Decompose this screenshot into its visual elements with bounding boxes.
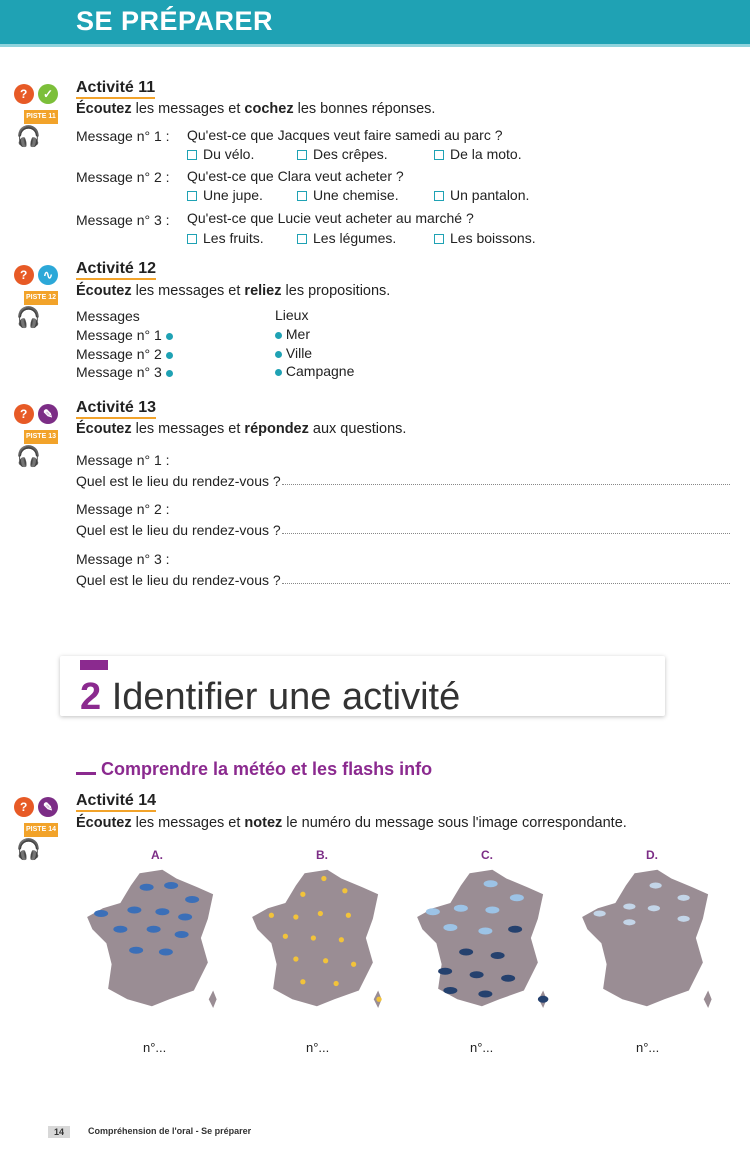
checkbox[interactable] [434, 150, 444, 160]
headphones-icon: 🎧 [16, 126, 41, 148]
connector-dot[interactable] [275, 332, 282, 339]
connector-dot[interactable] [166, 333, 173, 340]
header-band [0, 44, 750, 47]
question: Quel est le lieu du rendez-vous ? [76, 473, 281, 489]
headphones-icon: 🎧 [16, 839, 41, 861]
place-item[interactable]: Ville [275, 345, 312, 361]
option-checkbox[interactable]: Du vélo. [187, 146, 254, 162]
pencil-icon: ✎ [38, 404, 58, 424]
activity-11-icons [8, 82, 58, 154]
option-checkbox[interactable]: Une jupe. [187, 187, 263, 203]
option-checkbox[interactable]: Une chemise. [297, 187, 399, 203]
message-label: Message n° 3 : [76, 212, 170, 228]
place-item[interactable]: Mer [275, 326, 310, 342]
question: Qu'est-ce que Jacques veut faire samedi au parc ? [187, 127, 503, 143]
subtitle-dash [76, 772, 96, 775]
piste-label: PISTE 14 [24, 823, 58, 837]
ear-icon: ? [14, 84, 34, 104]
checkbox[interactable] [187, 234, 197, 244]
map-label: B. [316, 848, 328, 862]
activity-12-title: Activité 12 [76, 260, 156, 280]
message-item[interactable]: Message n° 2 [76, 346, 173, 362]
activity-13-instruction: Écoutez les messages et répondez aux questions. [76, 421, 407, 437]
answer-number[interactable]: n°... [143, 1040, 167, 1055]
connector-dot[interactable] [166, 352, 173, 359]
answer-number[interactable]: n°... [306, 1040, 330, 1055]
activity-13-title: Activité 13 [76, 399, 156, 419]
option-checkbox[interactable]: De la moto. [434, 146, 522, 162]
message-label: Message n° 2 : [76, 501, 170, 517]
connector-dot[interactable] [275, 351, 282, 358]
checkbox[interactable] [297, 150, 307, 160]
option-checkbox[interactable]: Les fruits. [187, 230, 264, 246]
map-label: A. [151, 848, 163, 862]
activity-11-instruction: Écoutez les messages et cochez les bonnes réponses. [76, 101, 436, 117]
places-header: Lieux [275, 307, 309, 323]
piste-label: PISTE 12 [24, 291, 58, 305]
activity-12-instruction: Écoutez les messages et reliez les propositions. [76, 283, 391, 299]
message-label: Message n° 1 : [76, 452, 170, 468]
pencil-icon: ✎ [38, 797, 58, 817]
answer-line[interactable] [282, 583, 730, 584]
activity-11-title: Activité 11 [76, 79, 155, 99]
message-label: Message n° 2 : [76, 169, 170, 185]
option-checkbox[interactable]: Un pantalon. [434, 187, 529, 203]
section-mark [80, 660, 108, 670]
activity-12-icons [8, 263, 58, 335]
question: Quel est le lieu du rendez-vous ? [76, 522, 281, 538]
map-label: C. [481, 848, 493, 862]
checkbox[interactable] [187, 191, 197, 201]
headphones-icon: 🎧 [16, 446, 41, 468]
answer-number[interactable]: n°... [636, 1040, 660, 1055]
place-item[interactable]: Campagne [275, 363, 354, 379]
section-title: 2 Identifier une activité [80, 676, 461, 718]
page-title: SE PRÉPARER [76, 6, 274, 36]
message-label: Message n° 3 : [76, 551, 170, 567]
ear-icon: ? [14, 265, 34, 285]
france-map-b [241, 868, 391, 1008]
check-icon: ✓ [38, 84, 58, 104]
checkbox[interactable] [297, 234, 307, 244]
ear-icon: ? [14, 404, 34, 424]
answer-line[interactable] [282, 533, 730, 534]
activity-14-title: Activité 14 [76, 792, 156, 812]
connector-dot[interactable] [275, 369, 282, 376]
question: Qu'est-ce que Lucie veut acheter au marché ? [187, 210, 474, 226]
piste-label: PISTE 11 [24, 110, 58, 124]
section-subtitle: Comprendre la météo et les flashs info [101, 759, 433, 779]
france-map-a [76, 868, 226, 1008]
message-item[interactable]: Message n° 3 [76, 364, 173, 380]
checkbox[interactable] [187, 150, 197, 160]
answer-number[interactable]: n°... [470, 1040, 494, 1055]
link-icon: ∿ [38, 265, 58, 285]
france-map-c [406, 868, 556, 1008]
checkbox[interactable] [434, 191, 444, 201]
option-checkbox[interactable]: Les légumes. [297, 230, 396, 246]
checkbox[interactable] [297, 191, 307, 201]
activity-14-icons [8, 795, 58, 867]
option-checkbox[interactable]: Des crêpes. [297, 146, 388, 162]
activity-13-icons [8, 402, 58, 474]
map-label: D. [646, 848, 658, 862]
page-number: 14 [48, 1126, 70, 1138]
france-map-d [571, 868, 721, 1008]
message-item[interactable]: Message n° 1 [76, 327, 173, 343]
option-checkbox[interactable]: Les boissons. [434, 230, 536, 246]
footer-text: Compréhension de l'oral - Se préparer [88, 1126, 252, 1136]
message-label: Message n° 1 : [76, 128, 170, 144]
piste-label: PISTE 13 [24, 430, 58, 444]
ear-icon: ? [14, 797, 34, 817]
checkbox[interactable] [434, 234, 444, 244]
answer-line[interactable] [282, 484, 730, 485]
activity-14-instruction: Écoutez les messages et notez le numéro du message sous l'image correspondante. [76, 815, 627, 831]
connector-dot[interactable] [166, 370, 173, 377]
headphones-icon: 🎧 [16, 307, 41, 329]
question: Qu'est-ce que Clara veut acheter ? [187, 168, 404, 184]
question: Quel est le lieu du rendez-vous ? [76, 572, 281, 588]
messages-header: Messages [76, 308, 140, 324]
